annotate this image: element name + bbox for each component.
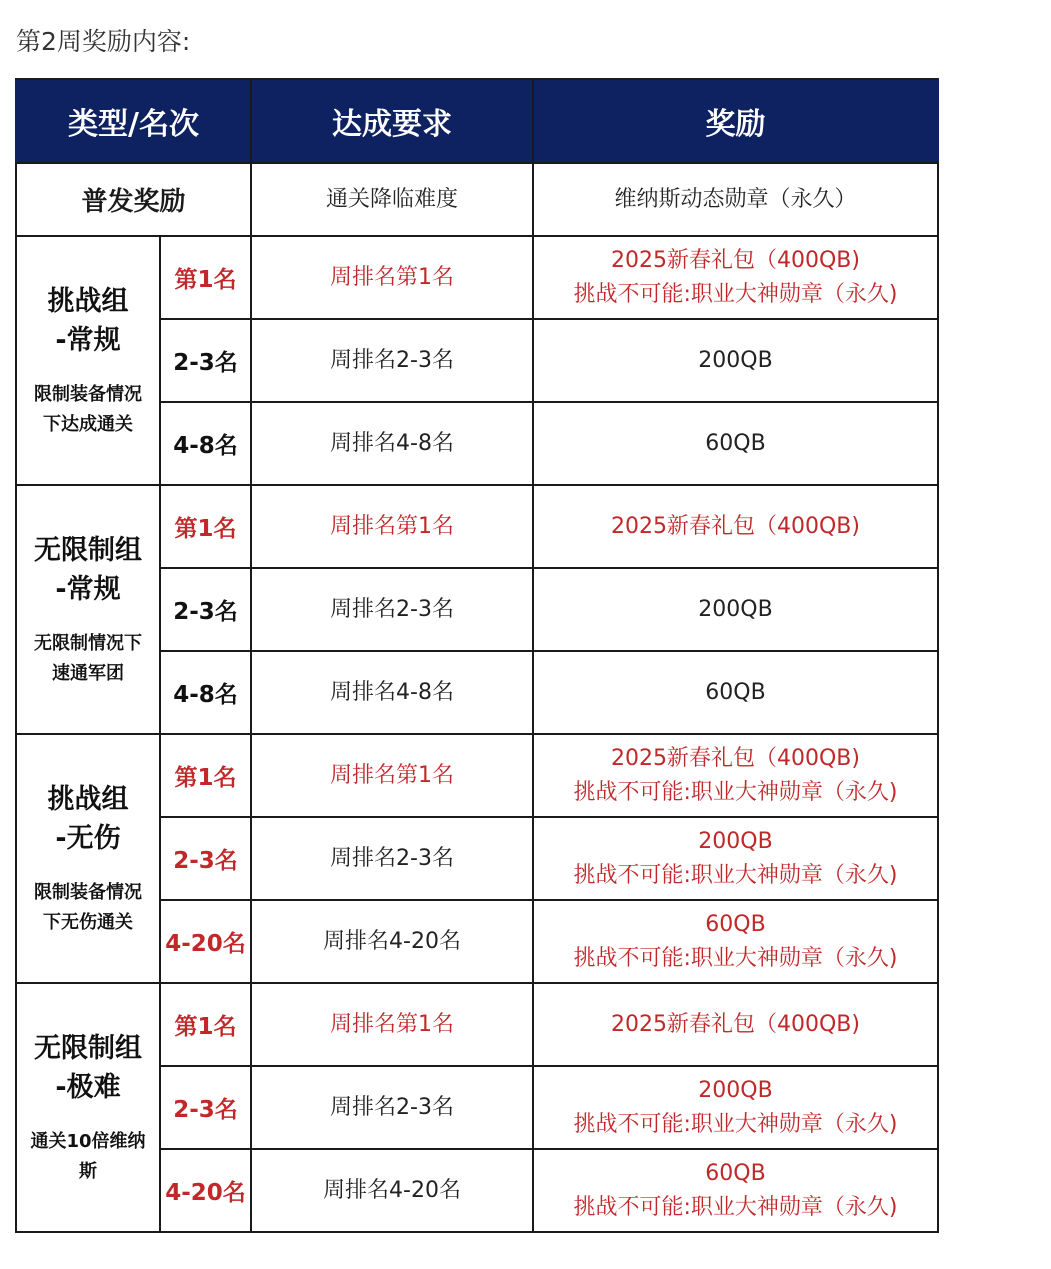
reward-line: 挑战不可能:职业大神勋章（永久) (573, 1111, 898, 1137)
table-row (16, 236, 938, 319)
requirement-cell: 周排名第1名 (251, 983, 533, 1066)
reward-line: 60QB (705, 679, 766, 705)
rank-cell: 4-8名 (160, 651, 251, 734)
rank-cell: 2-3名 (160, 817, 251, 900)
rank-cell: 2-3名 (160, 1066, 251, 1149)
group-cell (16, 236, 160, 485)
requirement-cell: 周排名2-3名 (251, 568, 533, 651)
group-description-line: 限制装备情况 (34, 383, 142, 405)
reward-line: 挑战不可能:职业大神勋章（永久) (573, 1194, 898, 1220)
page-heading: 第2周奖励内容: (16, 27, 191, 56)
group-cell (16, 485, 160, 734)
reward-cell (533, 900, 938, 983)
reward-line: 挑战不可能:职业大神勋章（永久) (573, 945, 898, 971)
reward-cell (533, 734, 938, 817)
group-description-line: 斯 (79, 1160, 97, 1182)
group-name (34, 531, 142, 609)
table-row (16, 485, 938, 568)
group-description-line: 通关10倍维纳 (30, 1130, 146, 1152)
requirement-cell: 周排名4-8名 (251, 651, 533, 734)
reward-cell (533, 568, 938, 651)
reward-line: 60QB (705, 1160, 766, 1186)
reward-line: 2025新春礼包（400QB) (611, 745, 860, 771)
rank-cell: 第1名 (160, 485, 251, 568)
reward-cell (533, 402, 938, 485)
reward-line: 200QB (698, 596, 773, 622)
reward-line: 200QB (698, 347, 773, 373)
requirement-cell: 周排名第1名 (251, 485, 533, 568)
rank-cell: 2-3名 (160, 568, 251, 651)
reward-line: 挑战不可能:职业大神勋章（永久) (573, 779, 898, 805)
group-cell (16, 983, 160, 1232)
group-description-line: 无限制情况下 (34, 632, 142, 654)
group-label (17, 237, 159, 484)
group-name-line: 无限制组 (34, 1032, 142, 1064)
group-name-line: -常规 (55, 324, 121, 356)
rank-cell: 第1名 (160, 983, 251, 1066)
reward-line: 2025新春礼包（400QB) (611, 1011, 860, 1037)
general-reward-cell: 维纳斯动态勋章（永久） (533, 163, 938, 236)
reward-line: 200QB (698, 1077, 773, 1103)
group-description-line: 限制装备情况 (34, 881, 142, 903)
rank-cell: 4-20名 (160, 900, 251, 983)
rewards-table (15, 78, 939, 1233)
header-requirement: 达成要求 (251, 79, 533, 163)
general-reward-row (16, 163, 938, 236)
rank-cell: 4-20名 (160, 1149, 251, 1232)
requirement-cell: 周排名4-20名 (251, 1149, 533, 1232)
reward-cell (533, 1149, 938, 1232)
reward-line: 200QB (698, 828, 773, 854)
requirement-cell: 周排名第1名 (251, 734, 533, 817)
table-row (16, 734, 938, 817)
general-requirement-cell: 通关降临难度 (251, 163, 533, 236)
group-name-line: 挑战组 (47, 783, 129, 815)
group-description (34, 629, 142, 689)
group-label (17, 735, 159, 982)
group-description (34, 380, 142, 440)
group-name-line: -常规 (55, 573, 121, 605)
reward-cell (533, 236, 938, 319)
group-name (48, 780, 129, 858)
rank-cell: 第1名 (160, 236, 251, 319)
group-description-line: 下无伤通关 (43, 911, 133, 933)
group-label (17, 984, 159, 1231)
group-cell (16, 734, 160, 983)
reward-line: 60QB (705, 430, 766, 456)
requirement-cell: 周排名2-3名 (251, 1066, 533, 1149)
reward-cell (533, 983, 938, 1066)
requirement-cell: 周排名第1名 (251, 236, 533, 319)
requirement-cell: 周排名4-20名 (251, 900, 533, 983)
group-description-line: 速通军团 (52, 662, 124, 684)
group-description-line: 下达成通关 (43, 413, 133, 435)
reward-cell (533, 817, 938, 900)
reward-cell (533, 651, 938, 734)
rank-cell: 第1名 (160, 734, 251, 817)
group-name-line: 无限制组 (34, 534, 142, 566)
rank-cell: 2-3名 (160, 319, 251, 402)
group-description (30, 1127, 145, 1187)
reward-cell (533, 1066, 938, 1149)
group-label (17, 486, 159, 733)
general-type-cell: 普发奖励 (16, 163, 251, 236)
group-description (34, 878, 142, 938)
reward-line: 挑战不可能:职业大神勋章（永久) (573, 281, 898, 307)
reward-cell (533, 319, 938, 402)
requirement-cell: 周排名4-8名 (251, 402, 533, 485)
header-type-rank: 类型/名次 (16, 79, 251, 163)
reward-line: 2025新春礼包（400QB) (611, 513, 860, 539)
group-name (48, 282, 129, 360)
requirement-cell: 周排名2-3名 (251, 817, 533, 900)
table-body (16, 163, 938, 1232)
requirement-cell: 周排名2-3名 (251, 319, 533, 402)
reward-line: 2025新春礼包（400QB) (611, 247, 860, 273)
group-name-line: -无伤 (55, 822, 121, 854)
rank-cell: 4-8名 (160, 402, 251, 485)
table-row (16, 983, 938, 1066)
group-name (34, 1029, 142, 1107)
table-header-row (16, 79, 938, 163)
group-name-line: -极难 (55, 1071, 121, 1103)
reward-line: 60QB (705, 911, 766, 937)
reward-cell (533, 485, 938, 568)
reward-line: 挑战不可能:职业大神勋章（永久) (573, 862, 898, 888)
group-name-line: 挑战组 (47, 285, 129, 317)
header-reward: 奖励 (533, 79, 938, 163)
